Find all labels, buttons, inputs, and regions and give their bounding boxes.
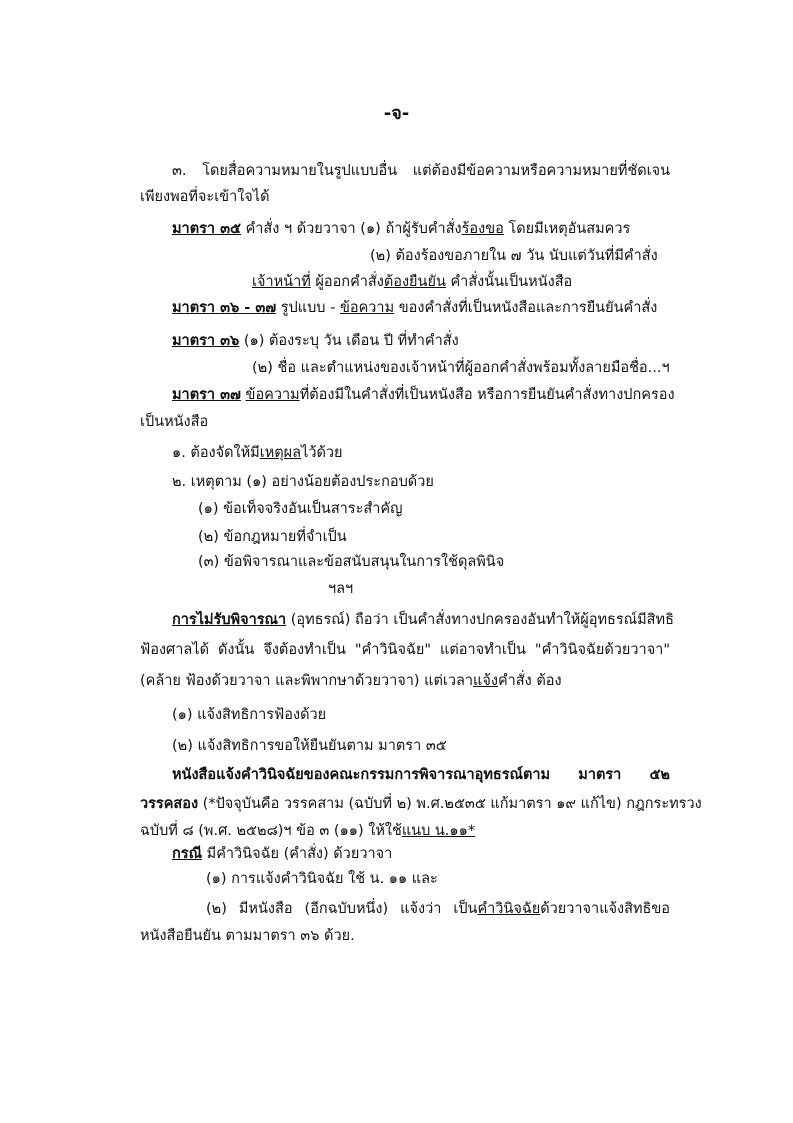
text-line bbox=[370, 247, 658, 265]
text-line bbox=[172, 162, 670, 180]
emphasized-text: เหตุผล bbox=[259, 445, 302, 461]
text-segment: ที่ต้องมีในคำสั่งที่เป็นหนังสือ หรือการยืนยันคำสั่งทางปกครอง bbox=[299, 387, 675, 403]
text-segment: (๓) ข้อพิจารณาและข้อสนับสนุนในการใช้ดุลพินิจ bbox=[198, 554, 505, 570]
emphasized-text: แนบ น.๑๑* bbox=[401, 823, 476, 839]
text-line bbox=[206, 900, 670, 918]
text-segment: คำสั่ง ฯ ด้วยวาจา (๑) ถ้าผู้รับคำสั่ง bbox=[240, 221, 462, 237]
text-segment: โดยมีเหตุอันสมควร bbox=[503, 221, 631, 237]
text-line bbox=[172, 299, 657, 317]
emphasized-text: คำวินิจฉัย bbox=[477, 901, 541, 917]
text-segment: ฟ้องศาลได้ ดังนั้น จึงต้องทำเป็น "คำวินิจฉัย" แต่อาจทำเป็น "คำวินิจฉัยด้วยวาจา" bbox=[140, 642, 670, 658]
text-line bbox=[140, 927, 355, 945]
text-line bbox=[252, 359, 670, 377]
text-line bbox=[172, 706, 326, 724]
text-segment: (๑) การแจ้งคำวินิจฉัย ใช้ น. ๑๑ และ bbox=[206, 871, 438, 887]
emphasized-text: ต้องยืนยัน bbox=[383, 274, 446, 290]
text-segment: คำสั่งนั้นเป็นหนังสือ bbox=[445, 274, 573, 290]
text-line bbox=[252, 273, 572, 291]
text-segment: ด้วยวาจาแจ้งสิทธิขอ bbox=[540, 901, 670, 917]
text-segment: ฯลฯ bbox=[328, 581, 354, 597]
emphasized-text: การไม่รับพิจารณา bbox=[172, 612, 287, 628]
text-segment: (*ปัจจุบันคือ วรรคสาม (ฉบับที่ ๒) พ.ศ.๒๕๓๕ แก้มาตรา ๑๙ แก้ไข) กฎกระทรวง bbox=[198, 796, 702, 812]
text-line bbox=[140, 795, 702, 813]
text-line bbox=[172, 473, 434, 491]
emphasized-text: มาตรา ๓๖ - ๓๗ bbox=[172, 300, 277, 316]
emphasized-text: หนังสือแจ้งคำวินิจฉัยของคณะกรรมการพิจารณาอุทธรณ์ตาม มาตรา ๕๒ bbox=[172, 767, 670, 783]
text-segment: ๓. โดยสื่อความหมายในรูปแบบอื่น แต่ต้องมีข้อความหรือความหมายที่ชัดเจน bbox=[172, 163, 670, 179]
text-segment: หนังสือยืนยัน ตามมาตรา ๓๖ ด้วย. bbox=[140, 928, 355, 944]
page-number-header: -จ- bbox=[383, 103, 410, 124]
text-segment: ไว้ด้วย bbox=[301, 445, 343, 461]
emphasized-text: ร้องขอ bbox=[461, 221, 504, 237]
text-segment: (๑) แจ้งสิทธิการฟ้องด้วย bbox=[172, 707, 327, 723]
text-segment: ฉบับที่ ๘ (พ.ศ. ๒๕๒๘)ฯ ข้อ ๓ (๑๑) ให้ใช้ bbox=[140, 823, 402, 839]
text-line bbox=[140, 822, 475, 840]
emphasized-text: มาตรา ๓๕ bbox=[172, 221, 241, 237]
text-segment: (๒) ชื่อ และตำแหน่งของเจ้าหน้าที่ผู้ออกคำสั่งพร้อมทั้งลายมือชื่อ...ฯ bbox=[252, 360, 670, 376]
emphasized-text: เจ้าหน้าที่ bbox=[252, 274, 311, 290]
text-line bbox=[172, 386, 675, 404]
text-segment: ของคำสั่งที่เป็นหนังสือและการยืนยันคำสั่ง bbox=[394, 300, 658, 316]
text-segment: ๑. ต้องจัดให้มี bbox=[172, 445, 260, 461]
text-segment: คำสั่ง ต้อง bbox=[497, 673, 562, 689]
emphasized-text: แจ้ง bbox=[473, 673, 498, 689]
text-segment: ๒. เหตุตาม (๑) อย่างน้อยต้องประกอบด้วย bbox=[172, 474, 434, 490]
text-segment: รูปแบบ - bbox=[276, 300, 340, 316]
text-line bbox=[140, 413, 208, 431]
text-line bbox=[172, 737, 447, 755]
text-segment: มีคำวินิจฉัย (คำสั่ง) ด้วยวาจา bbox=[202, 846, 393, 862]
text-segment: (๒) มีหนังสือ (อีกฉบับหนึ่ง) แจ้งว่า เป็น bbox=[206, 901, 478, 917]
text-line bbox=[140, 188, 270, 206]
emphasized-text: ข้อความ bbox=[339, 300, 395, 316]
text-line bbox=[172, 845, 392, 863]
text-line bbox=[172, 766, 670, 784]
text-segment: (คล้าย ฟ้องด้วยวาจา และพิพากษาด้วยวาจา) แต่เวลา bbox=[140, 673, 474, 689]
text-line bbox=[140, 641, 670, 659]
text-segment: (อุทธรณ์) ถือว่า เป็นคำสั่งทางปกครองอันทำให้ผู้อุทธรณ์มีสิทธิ bbox=[286, 612, 674, 628]
text-segment: (๑) ข้อเท็จจริงอันเป็นสาระสำคัญ bbox=[198, 501, 403, 517]
text-line bbox=[172, 332, 459, 350]
text-line bbox=[206, 870, 438, 888]
text-segment: (๑) ต้องระบุ วัน เดือน ปี ที่ทำคำสั่ง bbox=[239, 333, 459, 349]
text-line bbox=[140, 672, 562, 690]
text-line bbox=[198, 528, 347, 546]
emphasized-text: ข้อความ bbox=[245, 387, 300, 403]
text-segment: (๒) ข้อกฎหมายที่จำเป็น bbox=[198, 529, 347, 545]
text-segment: เพียงพอที่จะเข้าใจได้ bbox=[140, 189, 270, 205]
text-segment: ผู้ออกคำสั่ง bbox=[310, 274, 384, 290]
text-line bbox=[328, 580, 353, 598]
text-line bbox=[198, 500, 402, 518]
text-line bbox=[172, 220, 630, 238]
text-segment: (๒) แจ้งสิทธิการขอให้ยืนยันตาม มาตรา ๓๕ bbox=[172, 738, 447, 754]
text-line bbox=[198, 553, 504, 571]
text-line bbox=[172, 444, 343, 462]
text-line bbox=[172, 611, 674, 629]
text-segment: (๒) ต้องร้องขอภายใน ๗ วัน นับแต่วันที่มีคำสั่ง bbox=[370, 248, 658, 264]
text-segment: เป็นหนังสือ bbox=[140, 414, 209, 430]
emphasized-text: กรณี bbox=[172, 846, 203, 862]
emphasized-text: มาตรา ๓๗ bbox=[172, 387, 241, 403]
emphasized-text: มาตรา ๓๖ bbox=[172, 333, 240, 349]
emphasized-text: วรรคสอง bbox=[140, 796, 199, 812]
